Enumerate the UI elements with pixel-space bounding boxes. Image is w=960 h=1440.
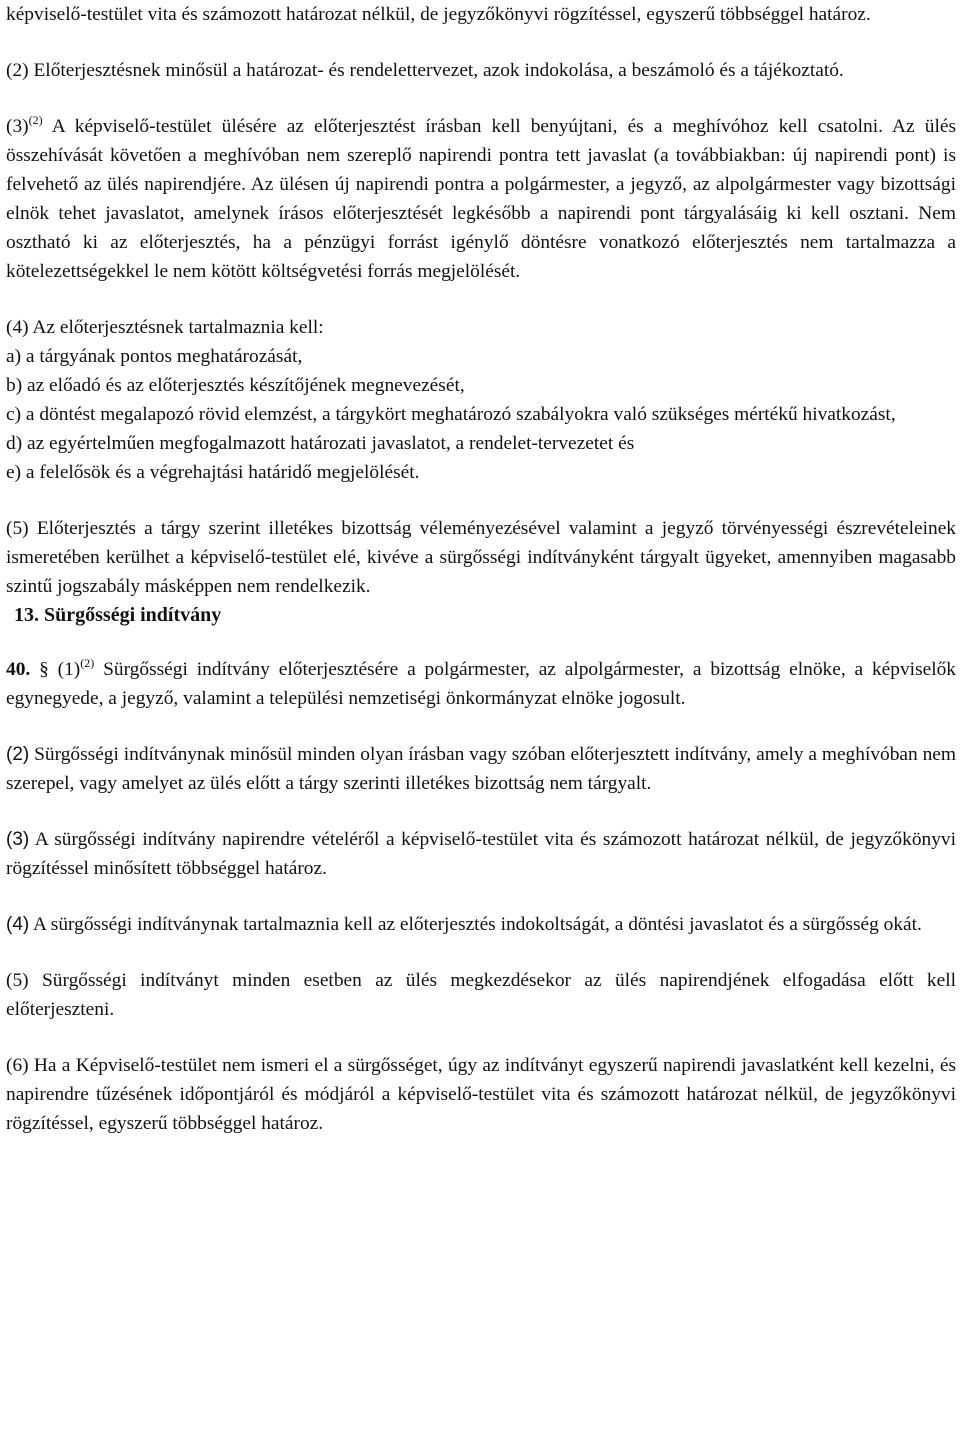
section-40-paragraph-5: (5) Sürgősségi indítványt minden esetben az ülés megkezdésekor az ülés napirendjének elfogadása előtt kell előterjeszteni.	[6, 970, 956, 1020]
subsection-number: (4)	[6, 914, 30, 935]
paragraph-3	[6, 112, 956, 286]
footnote-ref: (2)	[28, 113, 43, 127]
section-number: 40.	[6, 659, 31, 680]
section-40-paragraph-1-text: Sürgősségi indítvány előterjesztésére a polgármester, az alpolgármester, a bizottság elnöke, a képviselők egynegyede, a jegyző, valamint a települési nemzetiségi önkormányzat elnöke jogosult.	[6, 659, 956, 709]
intro-paragraph: képviselő-testület vita és számozott határozat nélkül, de jegyzőkönyvi rögzítéssel, egyszerű többséggel határoz.	[6, 4, 871, 25]
section-40-paragraph-2-text: Sürgősségi indítványnak minősül minden olyan írásban vagy szóban előterjesztett indítvány, amely a meghívóban nem szerepel, vagy amelyet az ülés előtt a tárgy szerinti illetékes bizottság nem tárgyalt.	[6, 744, 956, 794]
paragraph-2: (2) Előterjesztésnek minősül a határozat- és rendelettervezet, azok indokolása, a beszámoló és a tájékoztató.	[6, 60, 844, 81]
section-40-paragraph-1	[6, 655, 956, 713]
paragraph-3-text: A képviselő-testület ülésére az előterjesztést írásban kell benyújtani, és a meghívóhoz kell csatolni. Az ülés összehívását követően a meghívóban nem szereplő napirendi pontra tett javaslat (a továbbiakban: új napirendi pont) is felvehető az ülés napirendjére. Az ülésen új napirendi pontra a polgármester, a jegyző, az alpolgármester vagy bizottsági elnök tehet javaslatot, amelynek írásos előterjesztését legkésőbb a napirendi pont tárgyalásáig ki kell osztani. Nem osztható ki az előterjesztés, ha a pénzügyi forrást igénylő döntésre vonatkozó előterjesztés nem tartalmazza a kötelezettségekkel le nem kötött költségvetési forrás megjelölését.	[6, 116, 956, 282]
subsection-number: (1)	[48, 659, 81, 680]
document-page	[6, 0, 956, 1138]
section-title: 13. Sürgősségi indítvány	[14, 604, 222, 626]
list-item-e: e) a felelősök és a végrehajtási határidő megjelölését.	[6, 462, 420, 483]
list-item-b: b) az előadó és az előterjesztés készítőjének megnevezését,	[6, 375, 465, 396]
paragraph-5: (5) Előterjesztés a tárgy szerint illetékes bizottság véleményezésével valamint a jegyző törvényességi észrevételeinek ismeretében kerülhet a képviselő-testület elé, kivéve a sürgősségi indítványként tárgyalt ügyeket, amennyiben magasabb szintű jogszabály másképpen nem rendelkezik.	[6, 518, 956, 597]
section-40-paragraph-6: (6) Ha a Képviselő-testület nem ismeri el a sürgősséget, úgy az indítványt egyszerű napirendi javaslatként kell kezelni, és napirendre tűzésének időpontjáról és módjáról a képviselő-testület vita és számozott határozat nélkül, de jegyzőkönyvi rögzítéssel, egyszerű többséggel határoz.	[6, 1055, 956, 1134]
paragraph-3-number: (3)	[6, 116, 29, 137]
list-item-a: a) a tárgyának pontos meghatározását,	[6, 346, 303, 367]
section-40-paragraph-2	[6, 740, 956, 798]
section-40-paragraph-3-text: A sürgősségi indítvány napirendre vételéről a képviselő-testület vita és számozott határozat nélkül, de jegyzőkönyvi rögzítéssel minősített többséggel határoz.	[6, 829, 956, 879]
paragraph-4	[6, 313, 956, 487]
footnote-ref: (2)	[80, 656, 95, 670]
section-40-paragraph-4-text: A sürgősségi indítványnak tartalmaznia kell az előterjesztés indokoltságát, a döntési javaslatot és a sürgősség okát.	[29, 914, 922, 935]
subsection-number: (3)	[6, 829, 30, 850]
subsection-number: (2)	[6, 744, 30, 765]
section-40-paragraph-4	[6, 910, 956, 939]
list-item-d: d) az egyértelműen megfogalmazott határozati javaslatot, a rendelet-tervezetet és	[6, 433, 635, 454]
paragraph-4-lead: (4) Az előterjesztésnek tartalmaznia kell:	[6, 317, 324, 338]
section-40-paragraph-3	[6, 825, 956, 883]
section-mark: §	[30, 659, 49, 680]
list-item-c: c) a döntést megalapozó rövid elemzést, a tárgykört meghatározó szabályokra való szükséges mértékű hivatkozást,	[6, 404, 896, 425]
